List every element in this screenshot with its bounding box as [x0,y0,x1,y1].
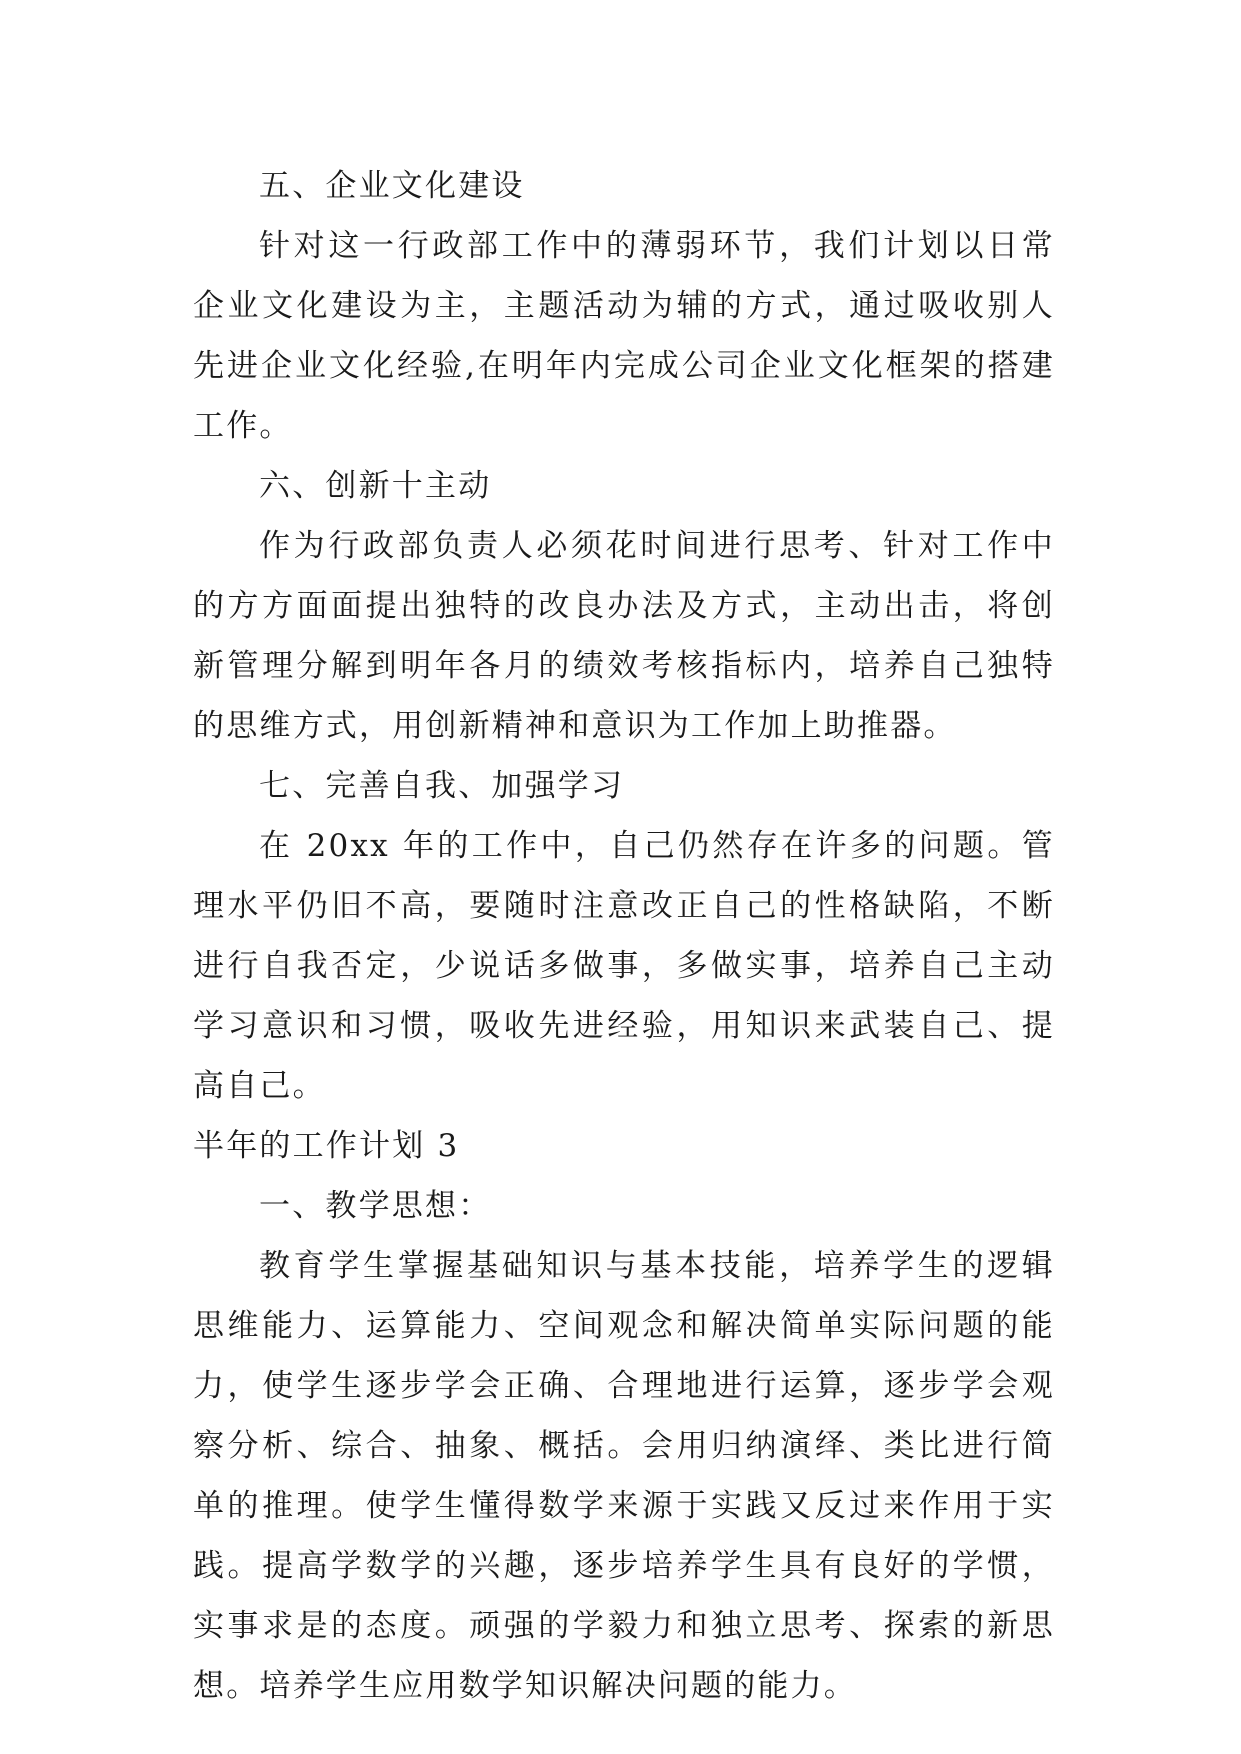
document-body [193,156,1055,1716]
paragraph-teaching: 教育学生掌握基础知识与基本技能，培养学生的逻辑思维能力、运算能力、空间观念和解决简单实际问题的能力，使学生逐步学会正确、合理地进行运算，逐步学会观察分析、综合、抽象、概括。会用归纳演绎、类比进行简单的推理。使学生懂得数学来源于实践又反过来作用于实践。提高学数学的兴趣，逐步培养学生具有良好的学惯，实事求是的态度。顽强的学毅力和独立思考、探索的新思想。培养学生应用数学知识解决问题的能力。 [193,1248,1055,1704]
paragraph-culture: 针对这一行政部工作中的薄弱环节，我们计划以日常企业文化建设为主，主题活动为辅的方式，通过吸收别人先进企业文化经验,在明年内完成公司企业文化框架的搭建工作。 [193,228,1055,444]
section-heading-1: 一、教学思想： [259,1188,492,1224]
section-heading-6: 六、创新十主动 [259,468,492,504]
document-title-plan-3: 半年的工作计划 3 [193,1128,460,1164]
paragraph-self-improvement: 在 20xx 年的工作中，自己仍然存在许多的问题。管理水平仍旧不高，要随时注意改正自己的性格缺陷，不断进行自我否定，少说话多做事，多做实事，培养自己主动学习意识和习惯，吸收先进经验，用知识来武装自己、提高自己。 [193,828,1055,1104]
section-heading-5: 五、企业文化建设 [259,168,525,204]
section-heading-7: 七、完善自我、加强学习 [259,768,625,804]
paragraph-innovation: 作为行政部负责人必须花时间进行思考、针对工作中的方方面面提出独特的改良办法及方式，主动出击，将创新管理分解到明年各月的绩效考核指标内，培养自己独特的思维方式，用创新精神和意识为工作加上助推器。 [193,528,1055,744]
